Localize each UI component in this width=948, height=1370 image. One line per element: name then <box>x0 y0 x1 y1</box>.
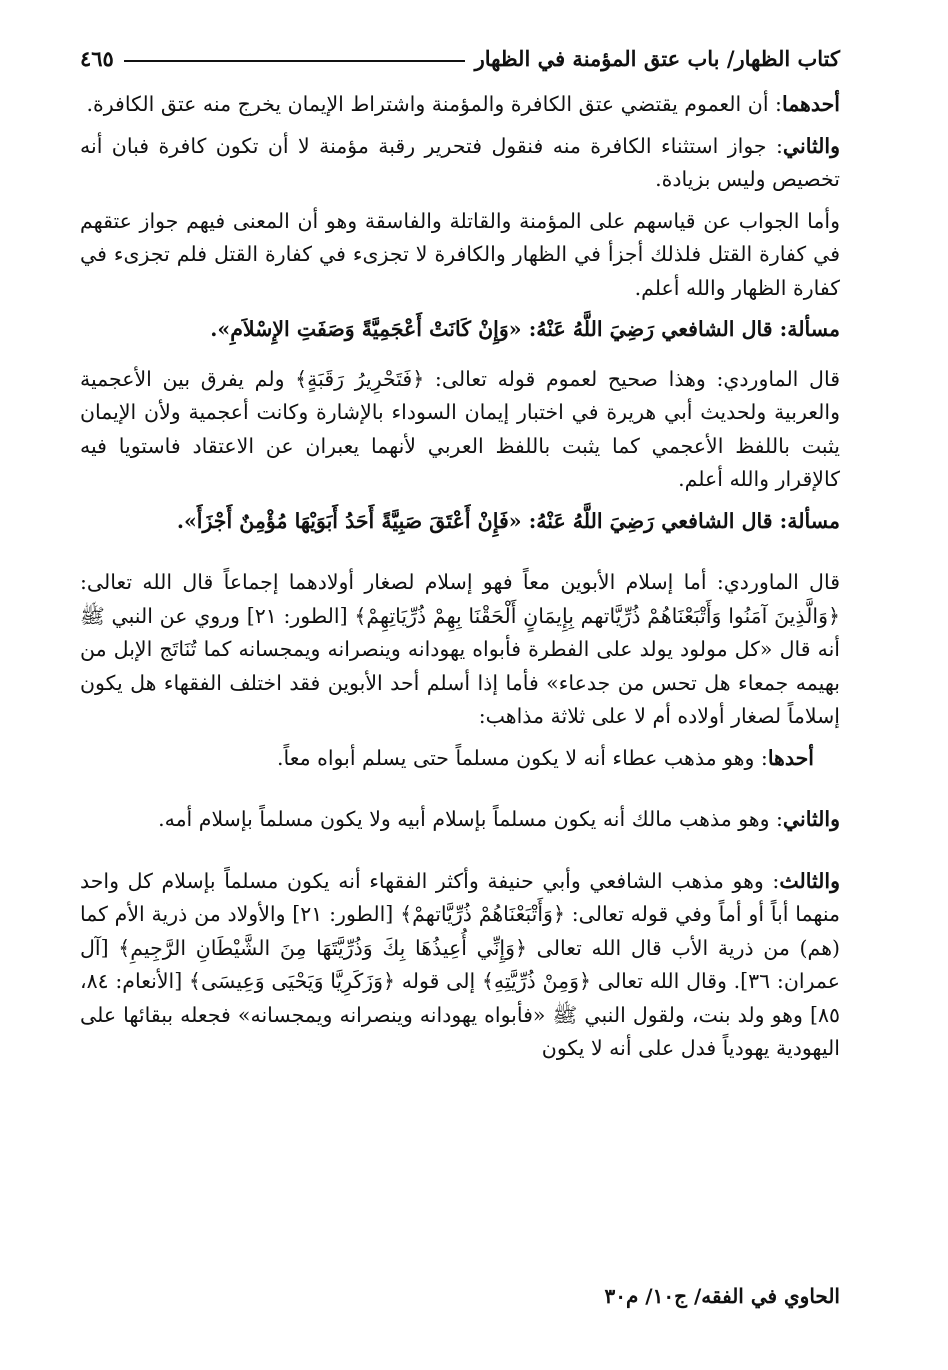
issue-lead: مسألة: قال الشافعي <box>661 317 840 341</box>
paragraph-text: وأما الجواب عن قياسهم على المؤمنة والقاتلة والفاسقة وهو أن المعنى فيهم جواز عتقهم في كفارة القتل فلذلك أجزأ في الظهار والكافرة لا تجزىء في كفارة القتل فلم تجزىء في كفارة الظهار والله أعلم. <box>80 208 840 300</box>
paragraph-text: قال الماوردي: أما إسلام الأبوين معاً فهو إسلام لصغار أولادهما إجماعاً قال الله تعالى: ﴿وَالَّذِينَ آمَنُوا وَأَتْبَعْنَاهُمْ ذُرِّيَّاتهم بِإِيمَانٍ أَلْحَقْنَا بِهِمْ ذُرِّيَاتِهِمْ﴾ [الطور: ٢١] وروي عن النبي ﷺ أنه قال «كل مولود يولد على الفطرة فأبواه يهودانه وينصرانه ويمجسانه كما تُنَاتَج الإبل من بهيمه جمعاء هل تحس من جدعاء» فأما إذا أسلم أحد الأبوين فقد اختلف الفقهاء هل يكون إسلاماً لصغار أولاده أم لا على ثلاثة مذاهب: <box>80 570 841 728</box>
paragraph-text: : جواز استثناء الكافرة منه فنقول فتحرير رقبة مؤمنة لا أن تكون كافرة فبان أنه تخصيص وليس بزيادة. <box>80 133 840 191</box>
paragraph-mawardi-1 <box>80 363 840 497</box>
paragraph-lead: والثاني <box>782 807 840 831</box>
chapter-title: كتاب الظهار/ باب عتق المؤمنة في الظهار <box>474 45 840 71</box>
page-number: ٤٦٥ <box>80 45 114 71</box>
paragraph-text: : وهو مذهب مالك أنه يكون مسلماً بإسلام أبيه ولا يكون مسلماً بإسلام أمه. <box>158 807 783 831</box>
paragraph-second <box>80 130 840 197</box>
paragraph-text: قال الماوردي: وهذا صحيح لعموم قوله تعالى: ﴿فَتَحْرِيرُ رَقَبَةٍ﴾ ولم يفرق بين الأعجمية والعربية ولحديث أبي هريرة في اختبار إيمان السوداء بالإشارة وكانت أعجمية ولأن الإيمان يثبت باللفظ الأعجمي كما يثبت باللفظ العربي لأنهما يعبران عن الاعتقاد فاستويا فيه كالإقرار والله أعلم. <box>80 366 840 491</box>
paragraph-text: : وهو مذهب الشافعي وأبي حنيفة وأكثر الفقهاء أنه يكون مسلماً بإسلام كل واحد منهما أباً أو أماً وفي قوله تعالى: ﴿وَأَتْبَعْنَاهُمْ ذُرِّيَّاتهمْ﴾ [الطور: ٢١] والأولاد من ذرية الأم كما (هم) من ذرية الأب قال الله تعالى ﴿وَإِنِّي أُعِيذُهَا بِكَ وَذُرِّيَّتَهَا مِنَ الشَّيْطَانِ الرَّجِيمِ﴾ [آل عمران: ٣٦]. وقال الله تعالى ﴿وَمِنْ ذُرِّيَّتِهِ﴾ إلى قوله ﴿وَزَكَرِيَّا وَيَحْيَى وَعِيسَى﴾ [الأنعام: ٨٤، ٨٥] وهو ولد بنت، ولقول النبي ﷺ «فأبواه يهودانه وينصرانه ويمجسانه» فجعله ببقائها على اليهودية يهودياً فدل على أنه لا يكون <box>80 868 840 1060</box>
paragraph-reply <box>80 205 840 306</box>
page-body <box>80 88 840 1066</box>
opinion-third <box>80 865 840 1066</box>
paragraph-mawardi-2 <box>80 566 840 734</box>
book-footer: الحاوي في الفقه/ ج١٠/ م٣٠ <box>604 1284 840 1308</box>
paragraph-lead: أحدها <box>767 745 814 770</box>
issue-quote: رَضِيَ اللَّهُ عَنْهُ: «وَإِنْ كَانَتْ أَعْجَمِيَّةً وَصَفَتِ الإِسْلاَمِ». <box>210 317 662 341</box>
issue-lead: مسألة: قال الشافعي <box>661 508 840 533</box>
paragraph-lead: والثاني <box>782 133 840 158</box>
opinion-second <box>80 803 840 837</box>
issue-heading <box>80 505 840 539</box>
paragraph-first <box>80 88 840 122</box>
paragraph-lead: أحدهما <box>781 92 840 116</box>
running-header <box>80 38 840 78</box>
paragraph-text: : وهو مذهب عطاء أنه لا يكون مسلماً حتى يسلم أبواه معاً. <box>276 745 768 770</box>
opinion-first <box>80 742 840 776</box>
issue-quote: رَضِيَ اللَّهُ عَنْهُ: «فَإِنْ أَعْتَقَ صَبِيَّةً أَحَدُ أَبَوَيْهَا مُؤْمِنٌ أَجْزَأَ». <box>176 508 662 533</box>
paragraph-lead: والثالث <box>779 868 840 893</box>
header-rule <box>124 60 465 62</box>
paragraph-text: : أن العموم يقتضي عتق الكافرة والمؤمنة واشتراط الإيمان يخرج منه عتق الكافرة. <box>86 92 782 116</box>
issue-heading <box>80 313 840 347</box>
